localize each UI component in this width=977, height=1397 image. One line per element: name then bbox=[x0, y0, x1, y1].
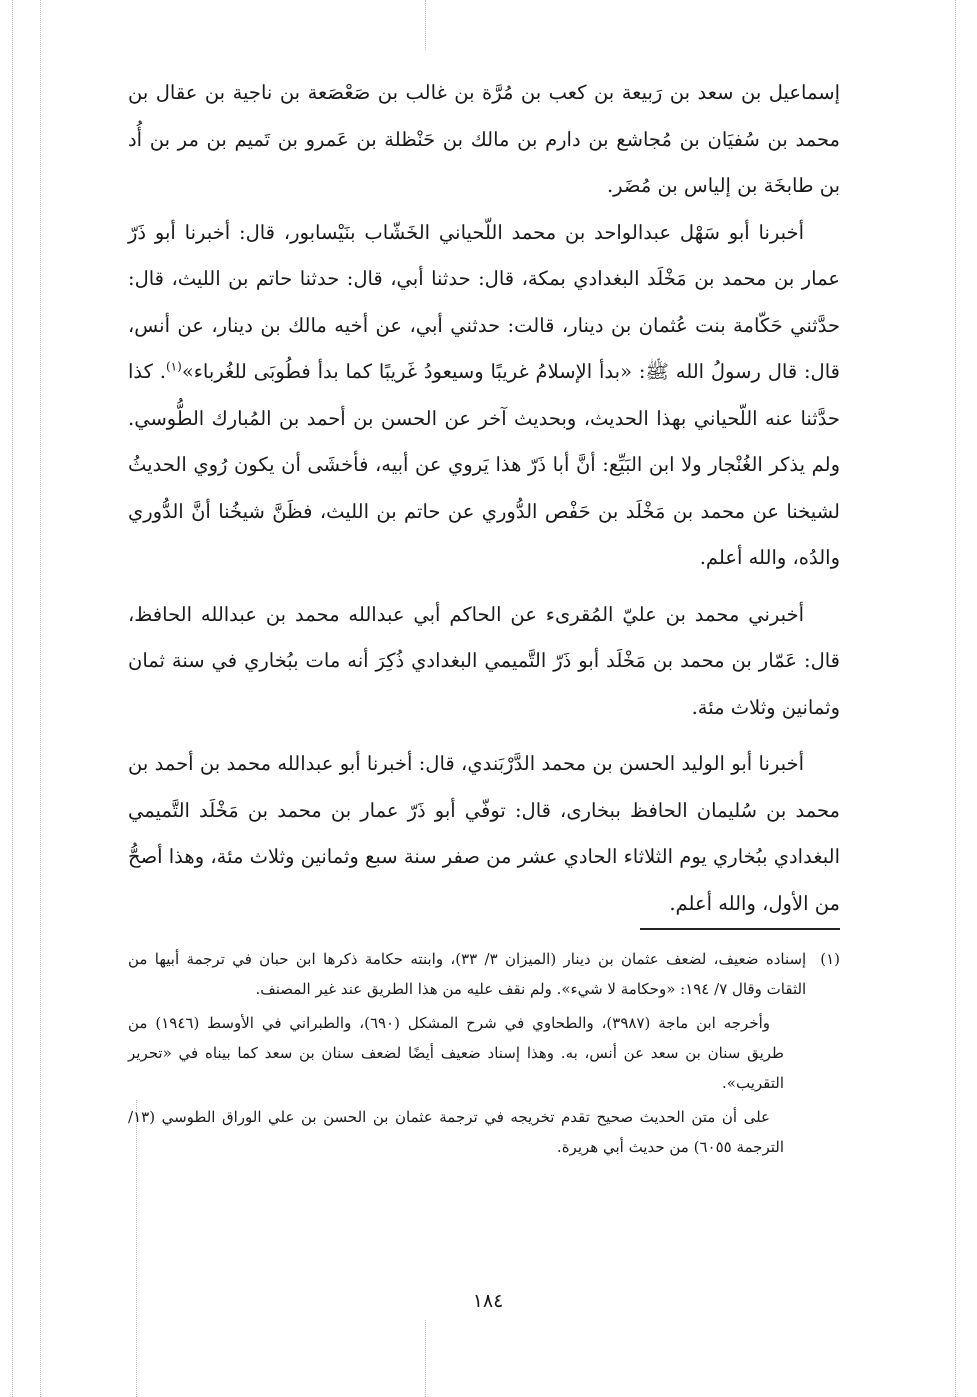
scan-guide-line bbox=[12, 0, 13, 1397]
footnote-1-conclusion: على أن متن الحديث صحيح تقدم تخريجه في ترجمة عثمان بن الحسن بن علي الوراق الطوسي (١٣/ الترجمة ٦٠٥٥) من حديث أبي هريرة. bbox=[128, 1108, 784, 1156]
footnote-number: (١) bbox=[820, 950, 840, 968]
hadith-text: أخبرنا أبو سَهْل عبدالواحد بن محمد اللّحياني الخَشّاب بنَيْسابور، قال: أخبرنا أبو ذَرّ عمار بن محمد بن مَخْلَد البغدادي بمكة، قال: حدثنا أبي، قال: حدثنا حاتم بن الليث، قال: حدَّثني حَكّامة بنت عُثمان بن دينار، قالت: حدثني أبي، عن أخيه مالك بن دينار، عن أنس، قال: قال رسولُ الله ﷺ: «بدأ الإسلامُ غريبًا وسيعودُ غَريبًا كما بدأ فطُوبَى للغُرباء» bbox=[128, 220, 840, 383]
paragraph-hadith bbox=[128, 210, 840, 582]
footnote-text: إسناده ضعيف، لضعف عثمان بن دينار (الميزان ٣/ ٣٣)، وابنته حكامة ذكرها ابن حبان في ترجمة أبيها من الثقات وقال ٧/ ١٩٤: «وحكامة لا شيء». ولم نقف عليه من هذا الطريق عند غير المصنف. bbox=[128, 950, 807, 998]
paragraph-lineage: إسماعيل بن سعد بن رَبيعة بن كعب بن مُرَّة بن غالب بن صَعْصَعة بن ناجية بن عقال بن محمد بن سُفيَان بن مُجاشع بن دارم بن مالك بن حَنْظلة بن عَمرو بن تَميم بن مر بن أُد بن طابخَة بن إلياس بن مُضَر. bbox=[128, 81, 840, 197]
scan-guide-line bbox=[425, 1320, 426, 1397]
main-text bbox=[128, 70, 840, 927]
footnote-1-continuation: وأخرجه ابن ماجة (٣٩٨٧)، والطحاوي في شرح المشكل (٦٩٠)، والطبراني في الأوسط (١٩٤٦) من طريق سنان بن سعد عن أنس، به. وهذا إسناد ضعيف أيضًا لضعف سنان بن سعد كما بيناه في «تحرير التقريب». bbox=[128, 1014, 784, 1092]
footnote-marker: (١) bbox=[165, 359, 182, 374]
footnote-1 bbox=[128, 944, 840, 1004]
footnote-divider bbox=[640, 928, 840, 930]
scan-guide-line bbox=[425, 0, 426, 50]
scan-guide-line bbox=[40, 0, 41, 1397]
scan-guide-line bbox=[955, 0, 956, 1397]
paragraph-death-report-2: أخبرنا أبو الوليد الحسن بن محمد الدَّرْبَندي، قال: أخبرنا أبو عبدالله محمد بن أحمد بن محمد بن سُليمان الحافظ ببخارى، قال: توفّي أبو ذَرّ عمار بن محمد بن مَخْلَد التَّميمي البغدادي ببُخاري يوم الثلاثاء الحادي عشر من صفر سنة سبع وثمانين وثلاث مئة، وهذا أصحُّ من الأول، والله أعلم. bbox=[128, 752, 840, 915]
footnotes bbox=[128, 944, 840, 1162]
page-number: ١٨٤ bbox=[472, 1290, 504, 1312]
hadith-continuation: . كذا حدَّثنا عنه اللّحياني بهذا الحديث، وبحديث آخر عن الحسن بن أحمد بن المُبارك الطُّوسي. ولم يذكر الغُنْجار ولا ابن البَيِّع: أنَّ أبا ذَرّ هذا يَروي عن أبيه، فأخشَى أن يكون رُوي الحديثُ لشيخنا عن محمد بن مَخْلَد بن حَفْص الدُّوري عن حاتم بن الليث، فظَنَّ شيخُنا أنَّ الدُّوري والدُه، والله أعلم. bbox=[128, 360, 840, 569]
paragraph-death-report-1: أخبرني محمد بن عليّ المُقرىء عن الحاكم أبي عبدالله محمد بن عبدالله الحافظ، قال: عَمّار بن محمد بن مَخْلَد أبو ذَرّ التَّميمي البغدادي ذُكِرَ أنه مات ببُخاري في سنة ثمان وثمانين وثلاث مئة. bbox=[128, 602, 840, 719]
